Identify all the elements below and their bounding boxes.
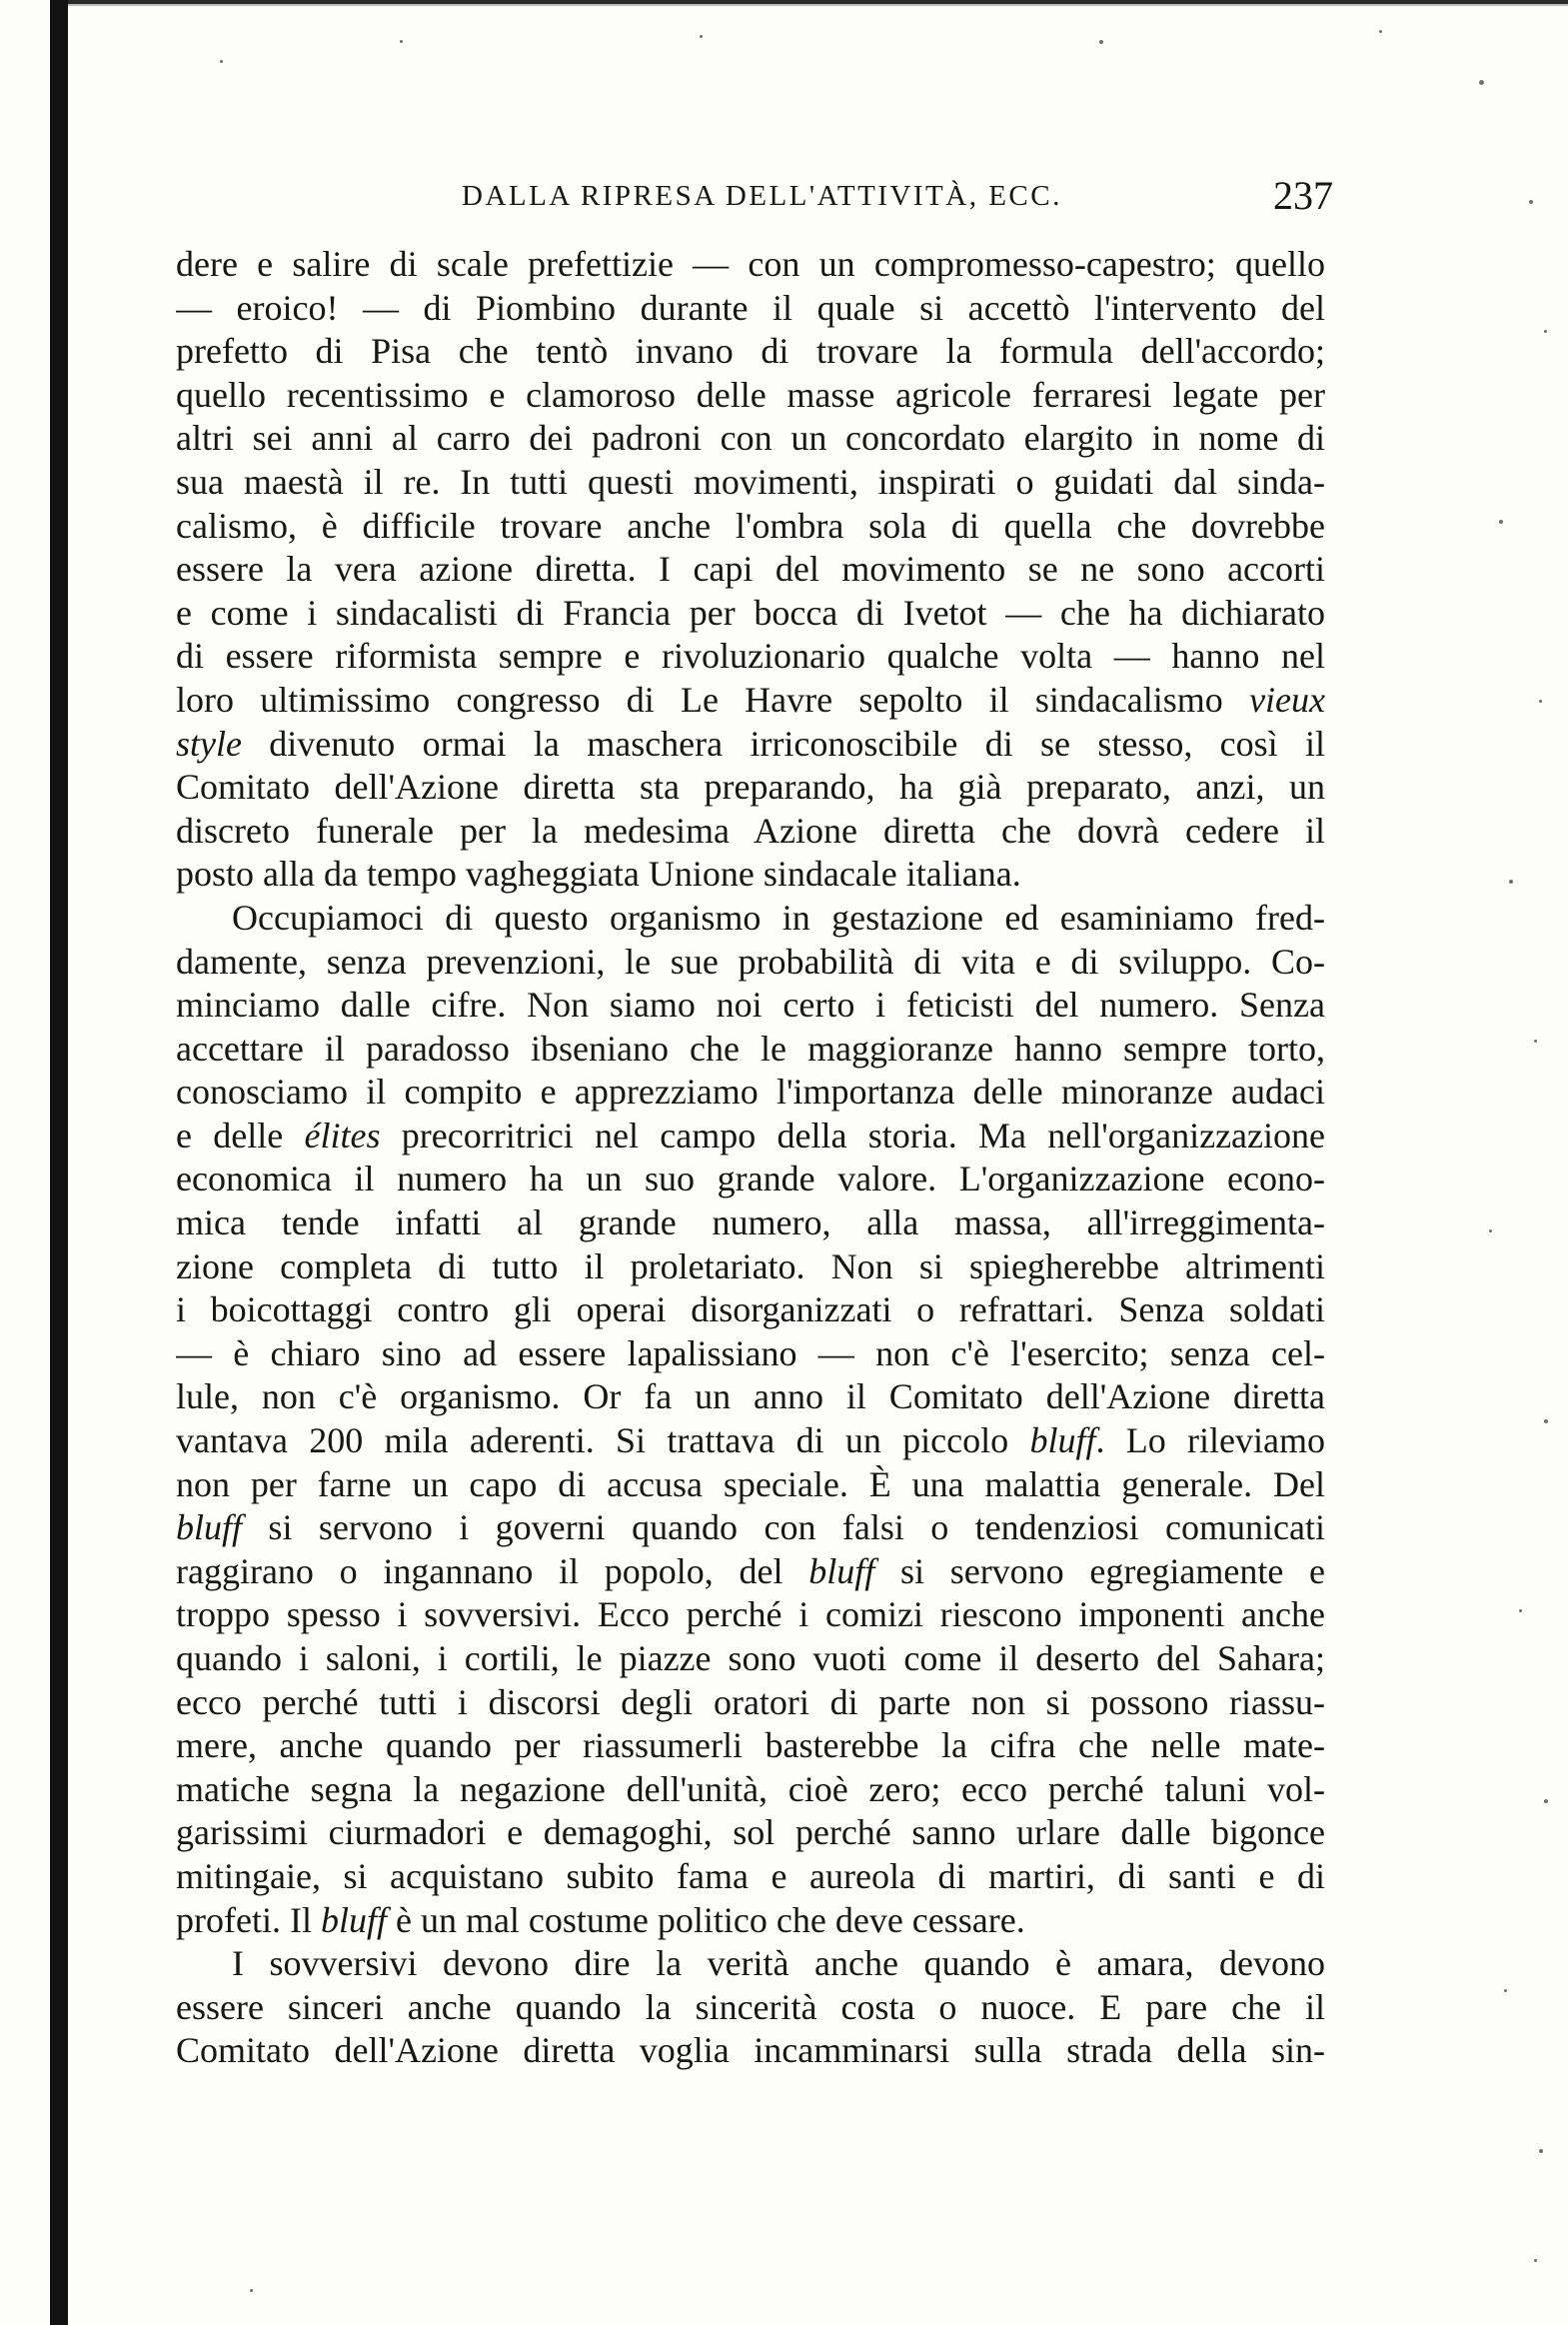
scan-speck [1099,40,1103,44]
scan-speck [400,40,403,43]
line-text: lule, non c'è organismo. Or fa un anno il Comitato dell'Azione diretta [176,1376,1325,1417]
text-line [176,417,1325,461]
line-text: quando i saloni, i cortili, le piazze sono vuoti come il deserto del Sahara; [176,1638,1325,1678]
scan-speck [1479,80,1484,85]
scan-speck [1539,2149,1543,2153]
line-text: essere sinceri anche quando la sincerità costa o nuoce. E pare che il [176,1986,1325,2027]
body-text [176,243,1325,2073]
page-number: 237 [1273,173,1333,218]
line-text: minciamo dalle cifre. Non siamo noi certo i feticisti del numero. Senza [176,985,1325,1026]
text-line [176,548,1325,592]
line-text: discreto funerale per la medesima Azione diretta che dovrà cedere il [176,810,1325,851]
line-text: quello recentissimo e clamoroso delle masse agricole ferraresi legate per [176,374,1325,415]
text-line [176,1986,1325,2030]
line-text: essere la vera azione diretta. I capi del movimento se ne sono accorti [176,549,1325,590]
scan-speck [700,35,703,38]
line-text: I sovversivi devono dire la verità anche quando è amara, devono [232,1943,1325,1984]
line-text: loro ultimissimo congresso di Le Havre sepolto il sindacalismo [176,679,1250,720]
scan-speck [1544,330,1547,333]
scan-speck [1519,1609,1522,1612]
italic-term: vieux [1249,679,1325,720]
text-line [176,679,1325,723]
text-line [176,635,1325,679]
line-text: economica il numero ha un suo grande valore. L'organizzazione econo- [176,1159,1325,1199]
line-text: si servono egregiamente e [874,1550,1325,1591]
text-line [176,1942,1325,1986]
scan-speck [250,2289,253,2292]
text-line [176,941,1325,985]
line-text: e delle [176,1115,305,1156]
text-line [176,1463,1325,1507]
line-text: profeti. Il [176,1899,321,1940]
text-line [176,897,1325,941]
line-text: mica tende infatti al grande numero, alla massa, all'irreggimenta- [176,1202,1325,1243]
text-line [176,287,1325,331]
italic-term: bluff [808,1550,875,1591]
line-text: si servono i governi quando con falsi o tendenziosi comunicati [242,1507,1325,1548]
italic-term: bluff [320,1899,387,1940]
scan-top-edge [50,0,1568,14]
text-line [176,2029,1325,2073]
line-text: garissimi ciurmadori e demagoghi, sol perché sanno urlare dalle bigonce [176,1812,1325,1853]
line-text: Comitato dell'Azione diretta voglia incamminarsi sulla strada della sin- [176,2030,1325,2071]
line-text: . Lo rileviamo [1095,1420,1325,1461]
scan-speck [1379,30,1382,33]
line-text: raggirano o ingannano il popolo, del [176,1550,809,1591]
line-text: i boicottaggi contro gli operai disorganizzati o refrattari. Senza soldati [176,1289,1325,1330]
line-text: vantava 200 mila aderenti. Si trattava di un piccolo [176,1420,1030,1461]
line-text: troppo spesso i sovversivi. Ecco perché i comizi riescono imponenti anche [176,1594,1325,1635]
text-line [176,243,1325,287]
italic-term: élites [304,1115,381,1156]
text-line [176,853,1325,897]
line-text: zione completa di tutto il proletariato. Non si spiegherebbe altrimenti [176,1245,1325,1286]
line-text: prefetto di Pisa che tentò invano di trovare la formula dell'accordo; [176,331,1325,372]
text-line [176,1288,1325,1332]
line-text: dere e salire di scale prefettizie — con un compromesso-capestro; quello [176,244,1325,284]
running-head [176,173,1333,226]
scan-speck [1489,1229,1492,1232]
scan-speck [220,60,223,63]
text-line [176,1028,1325,1072]
text-line [176,723,1325,767]
line-text: di essere riformista sempre e rivoluzionario qualche volta — hanno nel [176,636,1325,677]
text-line [176,1115,1325,1159]
line-text: — eroico! — di Piombino durante il quale si accettò l'intervento del [176,287,1325,328]
text-line [176,330,1325,374]
text-line [176,1375,1325,1419]
text-line [176,1506,1325,1550]
scan-speck [1529,200,1533,204]
line-text: altri sei anni al carro dei padroni con un concordato elargito in nome di [176,418,1325,459]
italic-term: style [176,723,242,764]
line-text: ecco perché tutti i discorsi degli oratori di parte non si possono riassu- [176,1681,1325,1722]
running-title: DALLA RIPRESA DELL'ATTIVITÀ, ECC. [462,180,1062,212]
text-line [176,1899,1325,1943]
scan-speck [1499,520,1503,524]
line-text: precorritrici nel campo della storia. Ma nell'organizzazione [380,1115,1325,1156]
line-text: damente, senza prevenzioni, le sue probabilità di vita e di sviluppo. Co- [176,941,1325,982]
text-line [176,810,1325,854]
line-text: Comitato dell'Azione diretta sta preparando, ha già preparato, anzi, un [176,767,1325,808]
scan-speck [1509,880,1513,884]
line-text: è un mal costume politico che deve cessare. [386,1899,1025,1940]
line-text: — è chiaro sino ad essere lapalissiano — non c'è l'esercito; senza cel- [176,1332,1325,1373]
line-text: accettare il paradosso ibseniano che le maggioranze hanno sempre torto, [176,1028,1325,1069]
text-line [176,766,1325,810]
scan-speck [1544,1799,1548,1803]
line-text: mitingaie, si acquistano subito fama e aureola di martiri, di santi e di [176,1855,1325,1896]
line-text: Occupiamoci di questo organismo in gestazione ed esaminiamo fred- [232,897,1325,938]
line-text: matiche segna la negazione dell'unità, cioè zero; ecco perché taluni vol- [176,1768,1325,1809]
text-line [176,1724,1325,1768]
text-line [176,1768,1325,1812]
scan-speck [1544,1419,1548,1423]
text-line [176,1419,1325,1463]
text-line [176,461,1325,505]
scan-speck [1534,1040,1537,1043]
line-text: sua maestà il re. In tutti questi movimenti, inspirati o guidati dal sinda- [176,461,1325,502]
text-line [176,592,1325,636]
line-text: posto alla da tempo vagheggiata Unione sindacale italiana. [176,854,1021,895]
text-line [176,1332,1325,1376]
scan-speck [1504,1989,1507,1992]
text-line [176,1245,1325,1289]
line-text: mere, anche quando per riassumerli basterebbe la cifra che nelle mate- [176,1725,1325,1766]
text-line [176,1550,1325,1594]
text-line [176,374,1325,418]
text-line [176,505,1325,549]
scan-speck [1539,700,1542,703]
text-line [176,1158,1325,1201]
line-text: divenuto ormai la maschera irriconoscibile di se stesso, così il [241,723,1325,764]
line-text: e come i sindacalisti di Francia per bocca di Ivetot — che ha dichiarato [176,592,1325,633]
scan-binding-edge [50,0,68,2325]
text-line [176,984,1325,1028]
scan-speck [1534,2259,1537,2262]
italic-term: bluff [176,1507,243,1548]
text-line [176,1201,1325,1245]
line-text: calismo, è difficile trovare anche l'ombra sola di quella che dovrebbe [176,505,1325,546]
text-line [176,1855,1325,1899]
text-line [176,1811,1325,1855]
text-line [176,1637,1325,1681]
line-text: non per farne un capo di accusa speciale. È una malattia generale. Del [176,1463,1325,1504]
line-text: conosciamo il compito e apprezziamo l'importanza delle minoranze audaci [176,1072,1325,1113]
text-line [176,1593,1325,1637]
text-line [176,1071,1325,1115]
italic-term: bluff [1029,1420,1096,1461]
text-line [176,1681,1325,1725]
